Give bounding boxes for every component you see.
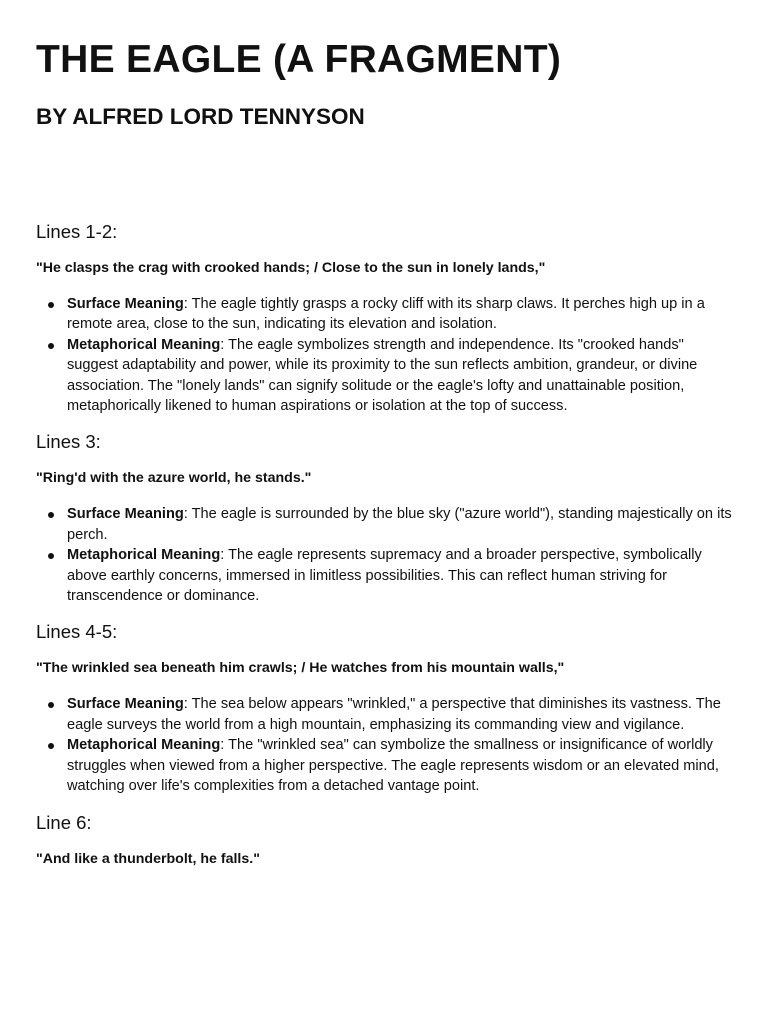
- section-heading: Lines 1-2:: [36, 221, 118, 242]
- bullet-list: [36, 504, 732, 606]
- bullet-text: : The eagle represents supremacy and a broader perspective, symbolically above earthly concerns, immersed in limitless possibilities. This can reflect human striving for transcendence or dominance.: [67, 547, 702, 605]
- bullet-term: Metaphorical Meaning: [67, 336, 221, 353]
- bullet-dot-icon: [48, 302, 54, 308]
- metaphorical-meaning-item: [36, 335, 732, 417]
- poem-quote: "And like a thunderbolt, he falls.": [36, 850, 260, 867]
- bullet-term: Surface Meaning: [67, 696, 184, 713]
- poem-quote: "He clasps the crag with crooked hands; / Close to the sun in lonely lands,": [36, 260, 546, 276]
- bullet-dot-icon: [48, 512, 54, 518]
- surface-meaning-item: [36, 294, 732, 335]
- section-heading: Lines 4-5:: [36, 621, 118, 643]
- section-heading: Line 6:: [36, 811, 92, 833]
- bullet-term: Surface Meaning: [67, 296, 184, 312]
- metaphorical-meaning-item: [36, 735, 732, 796]
- bullet-text: : The "wrinkled sea" can symbolize the smallness or insignificance of worldly struggles when viewed from a higher perspective. The eagle represents wisdom or an elevated mind, watching over life's complexities from a detached vantage point.: [67, 737, 719, 795]
- bullet-dot-icon: [48, 743, 54, 749]
- bullet-term: Surface Meaning: [67, 506, 184, 523]
- bullet-dot-icon: [48, 343, 54, 349]
- document-page: [36, 36, 732, 885]
- section-lines-4-5: [36, 620, 732, 796]
- bullet-text: : The sea below appears "wrinkled," a perspective that diminishes its vastness. The eagle surveys the world from a high mountain, emphasizing its commanding view and vigilance.: [67, 696, 721, 733]
- bullet-text: : The eagle tightly grasps a rocky cliff with its sharp claws. It perches high up in a remote area, close to the sun, indicating its elevation and isolation.: [67, 296, 705, 333]
- surface-meaning-item: [36, 504, 732, 545]
- surface-meaning-item: [36, 694, 732, 735]
- document-byline: BY ALFRED LORD TENNYSON: [36, 104, 365, 129]
- section-line-6: [36, 811, 732, 869]
- section-lines-3: [36, 430, 732, 606]
- bullet-list: [36, 694, 732, 796]
- bullet-term: Metaphorical Meaning: [67, 737, 221, 754]
- bullet-term: Metaphorical Meaning: [67, 547, 221, 564]
- section-lines-1-2: [36, 220, 732, 416]
- analysis-sections: [36, 220, 732, 869]
- document-title: THE EAGLE (A FRAGMENT): [36, 38, 562, 81]
- bullet-dot-icon: [48, 702, 54, 708]
- poem-quote: "The wrinkled sea beneath him crawls; / He watches from his mountain walls,": [36, 660, 565, 677]
- bullet-dot-icon: [48, 553, 54, 559]
- bullet-text: : The eagle is surrounded by the blue sky ("azure world"), standing majestically on its perch.: [67, 506, 732, 543]
- bullet-list: [36, 294, 732, 416]
- section-heading: Lines 3:: [36, 431, 101, 453]
- metaphorical-meaning-item: [36, 545, 732, 606]
- poem-quote: "Ring'd with the azure world, he stands.": [36, 470, 312, 487]
- bullet-text: : The eagle symbolizes strength and independence. Its "crooked hands" suggest adaptability and power, while its proximity to the sun reflects ambition, grandeur, or divine association. The "lonely lands" can signify solitude or the eagle's lofty and unattainable position, metaphorically likened to human aspirations or isolation at the top of success.: [67, 336, 698, 415]
